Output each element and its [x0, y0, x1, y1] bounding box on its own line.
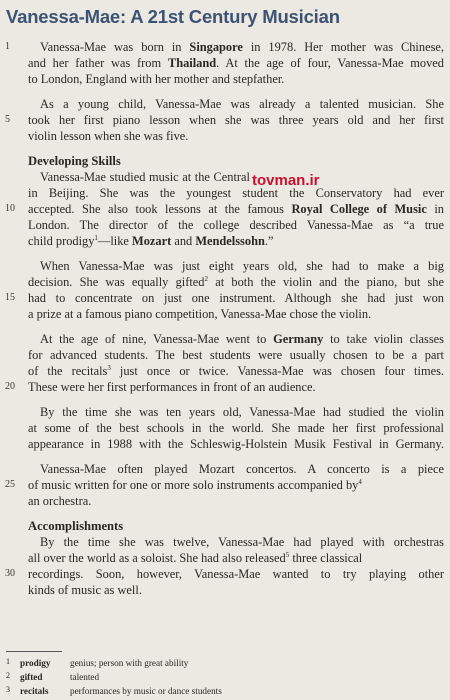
- line-number: 10: [5, 203, 15, 214]
- footnote-divider: [6, 651, 62, 652]
- body-line: took her first piano lesson when she was three years old and her first: [28, 113, 444, 127]
- body-line: appearance in 1988 with the Schleswig-Holstein Musik Festival in Germany.: [28, 437, 444, 451]
- line-number: 20: [5, 381, 15, 392]
- body-line: in Beijing. She was the youngest student the Conservatory had ever: [28, 186, 444, 200]
- body-line: and her father was from Thailand. At the age of four, Vanessa-Mae moved: [28, 56, 444, 70]
- watermark-text: tovman.ir: [252, 172, 320, 189]
- body-line: These were her first performances in front of an audience.: [28, 380, 316, 394]
- body-line: Vanessa-Mae was born in Singapore in 1978. Her mother was Chinese,: [40, 40, 444, 54]
- body-line: By the time she was ten years old, Vanessa-Mae had studied the violin: [40, 405, 444, 419]
- body-line: all over the world as a soloist. She had also released$^5$ three classical: [28, 551, 363, 565]
- body-line: a prize at a famous piano competition, Vanessa-Mae chose the violin.: [28, 307, 372, 321]
- line-number: 1: [5, 41, 10, 52]
- body-line: decision. She was equally gifted$^2$ at both the violin and the piano, but she: [28, 275, 444, 289]
- body-line: had to concentrate on just one instrument. Although she had just won: [28, 291, 444, 305]
- line-number: 5: [5, 114, 10, 125]
- body-line: for advanced students. The best students were usually chosen to be a part: [28, 348, 444, 362]
- body-line: Vanessa-Mae often played Mozart concertos. A concerto is a piece: [40, 462, 444, 476]
- body-line: At the age of nine, Vanessa-Mae went to Germany to take violin classes: [40, 332, 444, 346]
- body-line: London. The director of the college described Vanessa-Mae as “a true: [28, 218, 444, 232]
- body-line: of the recitals$^3$ just once or twice. Vanessa-Mae was chosen four times.: [28, 364, 444, 378]
- body-line: Vanessa-Mae studied music at the Central: [40, 170, 250, 184]
- body-line: recordings. Soon, however, Vanessa-Mae wanted to try playing other: [28, 567, 444, 581]
- line-number: 30: [5, 568, 15, 579]
- line-number: 25: [5, 479, 15, 490]
- section-heading: Developing Skills: [28, 154, 121, 168]
- body-line: at some of the best schools in the world. She made her first professional: [28, 421, 444, 435]
- line-number: 15: [5, 292, 15, 303]
- body-line: violin lesson when she was five.: [28, 129, 189, 143]
- body-line: As a young child, Vanessa-Mae was already a talented musician. She: [40, 97, 444, 111]
- section-heading: Accomplishments: [28, 519, 124, 533]
- body-line: kinds of music as well.: [28, 583, 142, 597]
- body-line: When Vanessa-Mae was just eight years old, she had to make a big: [40, 259, 444, 273]
- body-line: an orchestra.: [28, 494, 92, 508]
- article-title: Vanessa-Mae: A 21st Century Musician: [6, 6, 340, 27]
- footnote: 3 recitals performances by music or dance students: [6, 685, 222, 696]
- footnote: 2 gifted talented: [6, 671, 100, 682]
- body-line: accepted. She also took lessons at the famous Royal College of Music in: [28, 202, 444, 216]
- body-line: to London, England with her mother and stepfather.: [28, 72, 285, 86]
- footnote: 1 prodigy genius; person with great ability: [6, 657, 189, 668]
- body-line: child prodigy$^1$—like Mozart and Mendelssohn.”: [28, 234, 274, 248]
- body-line: By the time she was twelve, Vanessa-Mae had played with orchestras: [40, 535, 444, 549]
- body-line: of music written for one or more solo instruments accompanied $by^4$: [28, 478, 362, 492]
